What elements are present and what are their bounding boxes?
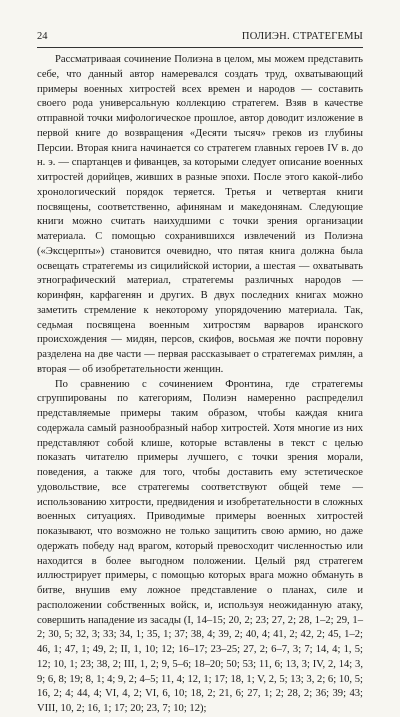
running-title: ПОЛИЭН. СТРАТЕГЕМЫ bbox=[241, 31, 363, 42]
paragraph-1: Рассматриваая сочинение Полиэна в целом, мы можем представить себе, что данный автор намеревался создать труд, охватывающий примеры военных хитростей всех времен и народов — составить своего рода универсальную коллекцию стратегем. Взяв в качестве отправной точки мифологическое прошлое, автор доводит изложение в первой книге до возвращения «Десяти тысяч» греков из глубины Персии. Вторая книга начинается со стратегем главных героев IV в. до н. э. — спартанцев и фиванцев, за которыми следует описание военных хитростей дорийцев, живших в разные эпохи. После этого какой-либо хронологический порядок теряется. Третья и четвертая книги посвящены, соответственно, афинянам и македонянам. Следующие книги можно считать наихудшими с точки зрения организации материала. С помощью сохранившихся извлечений из Полиэна («Эксцерпты») становится очевидно, что пятая книга должна была освещать стратегемы из сицилийской истории, а шестая — охватывать этнографический материал, стратегемы различных народов — коринфян, карфагенян и других. В двух последних книгах можно заметить стремление к некоторому упорядочению материала. Так, седьмая посвящена военным хитростям варваров иранского происхождения — мидян, персов, скифов, восьмая же почти поровну разделена на две части — первая рассказывает о стратегемах римлян, а вторая — об изобретательности женщин. bbox=[37, 54, 363, 375]
header-rule bbox=[37, 47, 363, 48]
running-head bbox=[37, 30, 363, 44]
page-number: 24 bbox=[37, 31, 48, 42]
body-text bbox=[37, 53, 363, 717]
paragraph-2: По сравнению с сочинением Фронтина, где стратегемы сгруппированы по категориям, Полиэн намеренно распределил представляемые примеры таким образом, чтобы каждая книга содержала самый разнообразный набор хитростей. Хотя многие из них представляют собой клише, которые вставлены в текст с целью показать читателю примеры лучшего, с точки зрения морали, поведения, а также для того, чтобы доставить ему эстетическое удовольствие, все стратегемы соответствуют общей теме — использованию хитрости, предвидения и изобретательности в сложных военных ситуациях. Приводимые примеры военных хитростей показывают, что возможно не только защитить свою армию, но даже одержать победу над врагом, который превосходит численностью или находится в более выгодном положении. Целый ряд стратегем иллюстрирует примеры, с помощью которых врага можно обмануть в битве, внушив ему ложное представление о планах, силе и расположении собственных войск, и, используя неожиданную атаку, совершить нападение из засады (I, 14–15; 20, 2; 23; 27, 2; 28, 1–2; 29, 1–2; 30, 5; 32, 3; 33; 34, 1; 35, 1; 37; 38, 4; 39, 2; 40, 4; 41, 2; 42, 2; 45, 1–2; 46, 1; 47, 1; 49, 2; II, 1, 10; 12; 16–17; 23–25; 27, 2; 6–7, 3; 7; 14, 4; 1, 5; 12; 10, 1; 23; 38, 2; III, 1, 2; 9, 5–6; 18–20; 50; 53; 11, 6; 13, 3; IV, 2, 14; 3, 9; 6, 8; 19; 8, 1; 4; 9, 2; 4–5; 11, 4; 12, 1; 17; 18, 1; V, 2, 5; 13; 3, 2; 6; 10, 5; 16, 2; 4; 44, 4; VI, 4, 2; VI, 6, 10; 18, 2; 21, 6; 27, 1; 2; 28, 2; 36; 39; 43; VIII, 10, 2; 16, 1; 17; 20; 23, 7; 10; 12); bbox=[37, 378, 363, 714]
